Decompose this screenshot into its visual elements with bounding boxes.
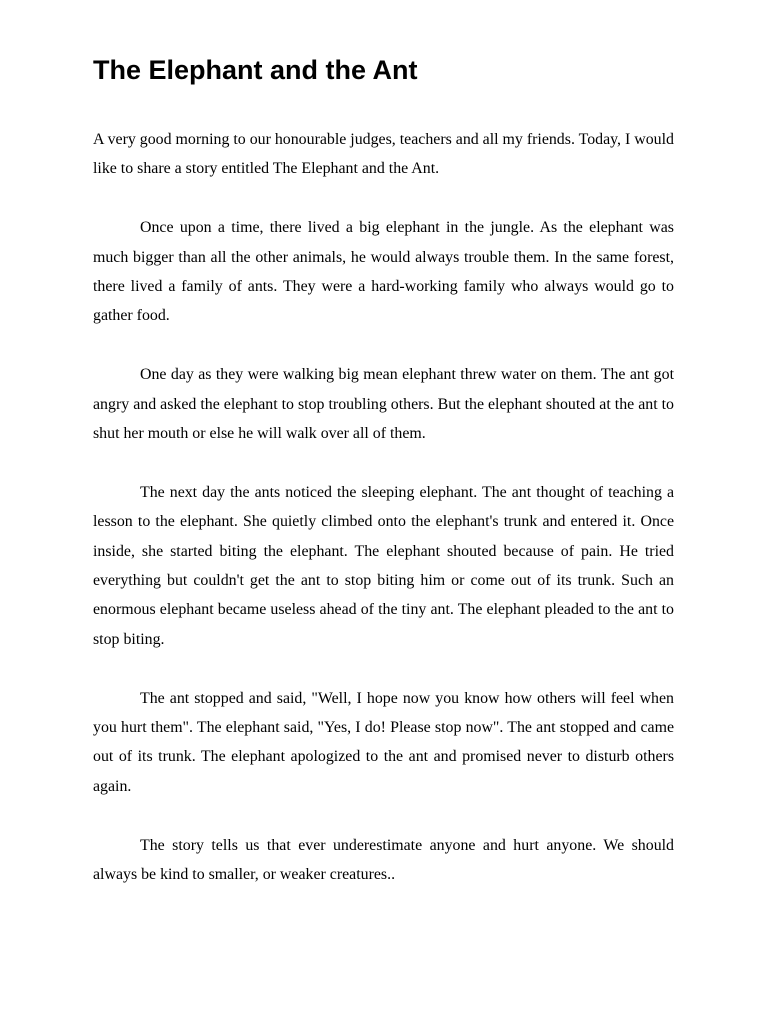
paragraph-story-3: The next day the ants noticed the sleeping elephant. The ant thought of teaching a lesson to the elephant. She quietly climbed onto the elephant's trunk and entered it. Once inside, she started biting the elephant. The elephant shouted because of pain. He tried everything but couldn't get the ant to stop biting him or come out of its trunk. Such an enormous elephant became useless ahead of the tiny ant. The elephant pleaded to the ant to stop biting. [93,483,674,648]
paragraph-story-4: The ant stopped and said, "Well, I hope now you know how others will feel when you hurt them". The elephant said, "Yes, I do! Please stop now". The ant stopped and came out of its trunk. The elephant apologized to the ant and promised never to disturb others again. [93,689,674,795]
paragraph-moral: The story tells us that ever underestimate anyone and hurt anyone. We should always be kind to smaller, or weaker creatures.. [93,836,674,884]
paragraph-introduction: A very good morning to our honourable judges, teachers and all my friends. Today, I would like to share a story entitled The Elephant and the Ant. [93,131,674,178]
paragraph-story-1: Once upon a time, there lived a big elephant in the jungle. As the elephant was much bigger than all the other animals, he would always trouble them. In the same forest, there lived a family of ants. They were a hard-working family who always would go to gather food. [93,219,674,325]
document-title: The Elephant and the Ant [93,55,418,85]
paragraph-story-2: One day as they were walking big mean elephant threw water on them. The ant got angry and asked the elephant to stop troubling others. But the elephant shouted at the ant to shut her mouth or else he will walk over all of them. [93,366,674,443]
document-body [93,125,674,919]
